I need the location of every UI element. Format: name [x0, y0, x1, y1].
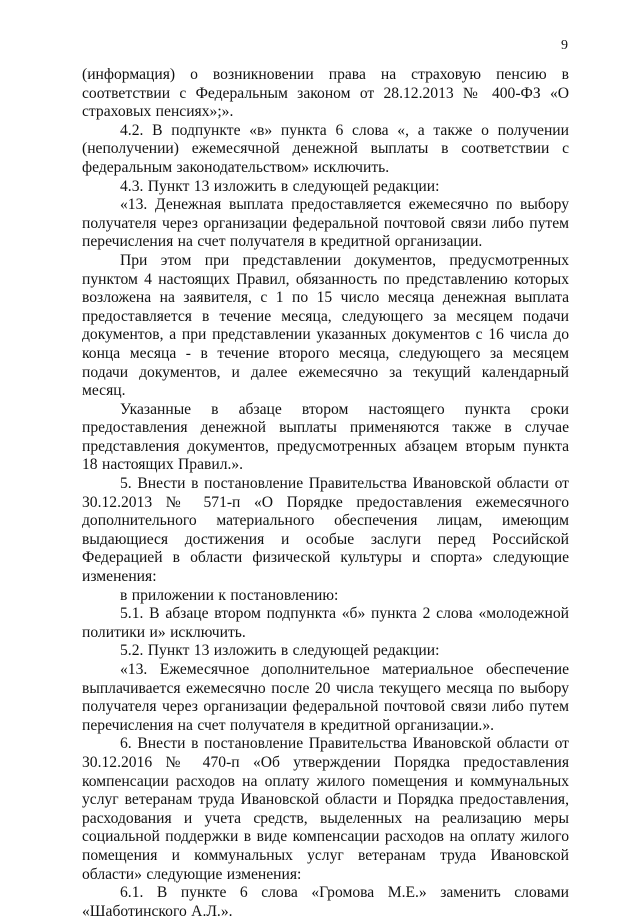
paragraph: При этом при представлении документов, предусмотренных пунктом 4 настоящих Правил, обязанность по представлению которых возложена на заявителя, с 1 по 15 число месяца денежная выплата предоставляется в течение месяца, следующего за месяцем подачи документов, а при представлении указанных документов с 16 числа до конца месяца - в течение второго месяца, следующего за месяцем подачи документов, и далее ежемесячно за текущий календарный месяц. [82, 251, 569, 400]
paragraph: «13. Ежемесячное дополнительное материальное обеспечение выплачивается ежемесячно после 20 числа текущего месяца по выбору получателя через организации федеральной почтовой связи либо путем перечисления на счет получателя в кредитной организации.». [82, 661, 569, 734]
paragraph: 5.2. Пункт 13 изложить в следующей редакции: [120, 642, 440, 660]
paragraph: 6. Внести в постановление Правительства Ивановской области от 30.12.2016 № 470-п «Об утверждении Порядка предоставления компенсации расходов на оплату жилого помещения и коммунальных услуг ветеранам труда Ивановской области и Порядка предоставления, расходования и учета средств, выделенных на реализацию меры социальной поддержки в виде компенсации расходов на оплату жилого помещения и коммунальных услуг ветеранам труда Ивановской области» следующие изменения: [82, 735, 569, 883]
paragraph: 6.1. В пункте 6 слова «Громова М.Е.» заменить словами «Шаботинского А.Л.». [82, 884, 569, 920]
paragraph: (информация) о возникновении права на страховую пенсию в соответствии с Федеральным законом от 28.12.2013 № 400-ФЗ «О страховых пенсиях»;». [82, 66, 569, 121]
paragraph: 5.1. В абзаце втором подпункта «б» пункта 2 слова «молодежной политики и» исключить. [82, 605, 569, 641]
page-number: 9 [561, 38, 568, 53]
paragraph: 4.2. В подпункте «в» пункта 6 слова «, а также о получении (неполучении) ежемесячной денежной выплаты в соответствии с федеральным законодательством» исключить. [82, 121, 569, 176]
paragraph: 5. Внести в постановление Правительства Ивановской области от 30.12.2013 № 571-п «О Порядке предоставления ежемесячного дополнительного материального обеспечения лицам, имеющим выдающиеся достижения и особые заслуги перед Российской Федерацией в области физической культуры и спорта» следующие изменения: [82, 475, 569, 586]
paragraph: в приложении к постановлению: [120, 586, 339, 604]
paragraph: Указанные в абзаце втором настоящего пункта сроки предоставления денежной выплаты применяются также в случае представления документов, предусмотренных абзацем вторым пункта 18 настоящих Правил.». [82, 400, 569, 474]
paragraph: «13. Денежная выплата предоставляется ежемесячно по выбору получателя через организации федеральной почтовой связи либо путем перечисления на счет получателя в кредитной организации. [82, 196, 569, 251]
paragraph: 4.3. Пункт 13 изложить в следующей редакции: [120, 177, 440, 195]
document-body [82, 66, 569, 921]
